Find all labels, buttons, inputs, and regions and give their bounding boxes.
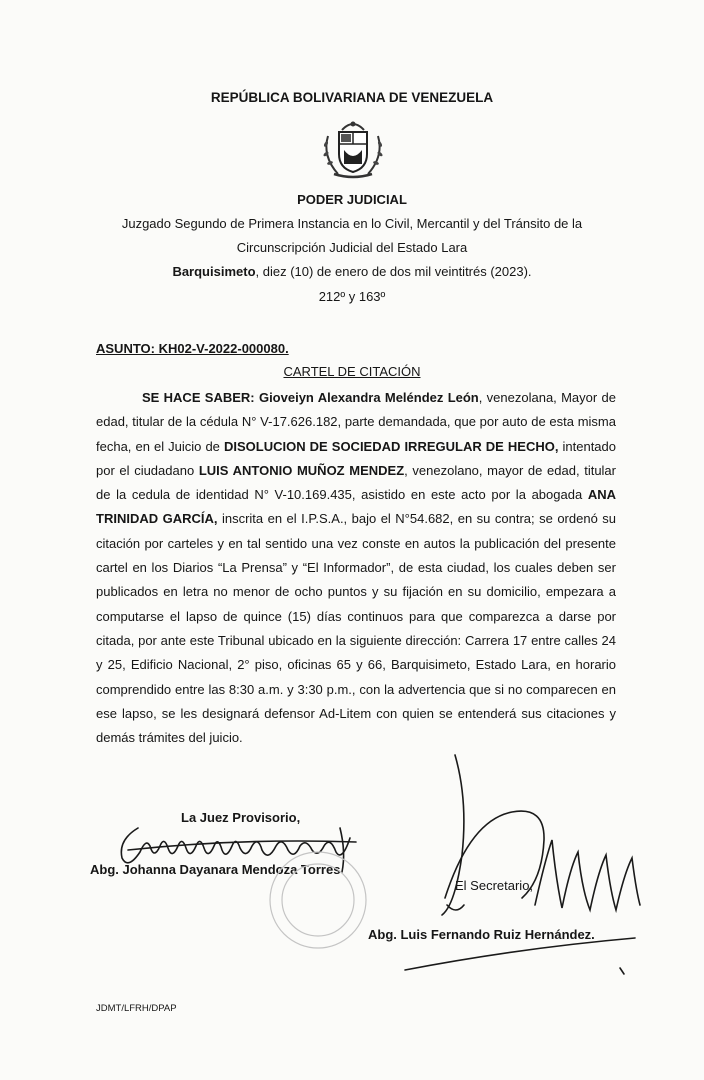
- case-number: ASUNTO: KH02-V-2022-000080.: [96, 341, 289, 356]
- body-text-3: , venezolano, mayor de edad, titular de la cedula de identidad N° V-10.169.435, asistido en este acto por la abogada: [96, 462, 616, 503]
- judicial-branch-heading: PODER JUDICIAL: [297, 192, 407, 207]
- date-line: [0, 264, 704, 279]
- judge-name: Abg. Johanna Dayanara Mendoza Torres: [90, 862, 341, 877]
- date-text: , diez (10) de enero de dos mil veintitrés (2023).: [255, 264, 532, 279]
- secretary-name: Abg. Luis Fernando Ruiz Hernández.: [368, 927, 595, 942]
- date-city: Barquisimeto: [172, 264, 256, 279]
- judge-title: La Juez Provisorio,: [181, 810, 301, 825]
- body-lawyer-name: ANA TRINIDAD GARCÍA,: [96, 487, 616, 527]
- secretary-title: El Secretario,: [455, 878, 534, 893]
- court-name-line1: Juzgado Segundo de Primera Instancia en lo Civil, Mercantil y del Tránsito de la: [121, 216, 583, 231]
- document-title: CARTEL DE CITACIÓN: [283, 364, 421, 379]
- court-name-line2: Circunscripción Judicial del Estado Lara: [236, 240, 468, 255]
- document-initials: JDMT/LFRH/DPAP: [96, 1003, 177, 1014]
- body-plaintiff-name: LUIS ANTONIO MUÑOZ MENDEZ: [198, 462, 405, 478]
- republic-heading: REPÚBLICA BOLIVARIANA DE VENEZUELA: [210, 90, 494, 105]
- body-text-2: intentado por el ciudadano: [96, 438, 617, 478]
- body-text-4: inscrita en el I.P.S.A., bajo el N°54.682, en su contra; se ordenó su citación por carteles y en tal sentido una vez conste en autos la publicación del presente cartel en los Diarios “La Prensa” y “El Informador”, de esta ciudad, los cuales deben ser publicados en letra no menor de ocho puntos y su fijación en su domicilio, empezara a computarse el lapso de quince (15) días continuos para que comparezca a darse por citada, por ante este Tribunal ubicado en la siguiente dirección: Carrera 17 entre calles 24 y 25, Edificio Nacional, 2° piso, oficinas 65 y 66, Barquisimeto, Estado Lara, en horario comprendido entre las 8:30 a.m. y 3:30 p.m., con la advertencia que si no comparecen en ese lapso, se les designará defensor Ad-Litem con quien se entenderá sus citaciones y demás trámites del juicio.: [96, 511, 617, 746]
- body-paragraph: [96, 386, 616, 750]
- body-case-type: DISOLUCION DE SOCIEDAD IRREGULAR DE HECHO,: [223, 438, 559, 454]
- coat-of-arms-icon: [318, 116, 388, 180]
- body-text-1: , venezolana, Mayor de edad, titular de la cédula N° V-17.626.182, parte demandada, que por auto de esta misma fecha, en el Juicio de: [96, 390, 616, 454]
- body-notice-lead: SE HACE SABER: Gioveiyn Alexandra Meléndez León: [142, 390, 479, 405]
- years-line: 212º y 163º: [318, 289, 386, 304]
